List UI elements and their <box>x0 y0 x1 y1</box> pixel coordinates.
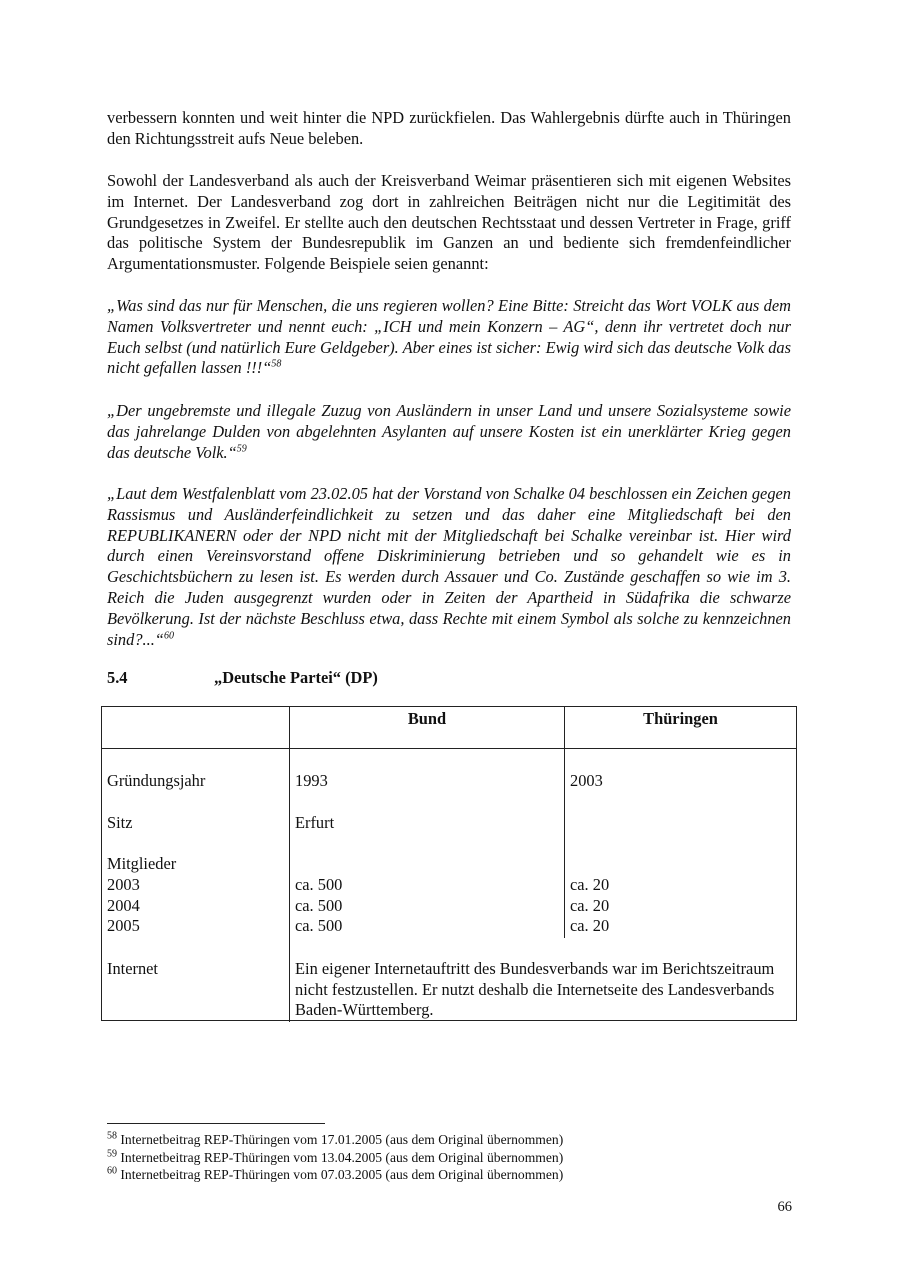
row-label-members: Mitglieder <box>107 854 177 873</box>
footnote-reference[interactable]: 59 <box>236 443 247 455</box>
table-column-divider <box>564 707 565 938</box>
footnote <box>107 1132 563 1149</box>
footnote-reference[interactable]: 60 <box>163 630 174 642</box>
footnote-number: 59 <box>107 1148 117 1160</box>
section-number: 5.4 <box>107 668 128 687</box>
cell-founding-year-bund: 1993 <box>295 771 328 790</box>
section-title: „Deutsche Partei“ (DP) <box>214 668 378 687</box>
footnote-text: Internetbeitrag REP-Thüringen vom 13.04.2005 (aus dem Original übernommen) <box>120 1150 564 1165</box>
cell-members-bund: ca. 500 <box>295 916 343 935</box>
table-header-bund: Bund <box>407 709 447 728</box>
cell-members-thueringen: ca. 20 <box>570 916 610 935</box>
row-label-founding-year: Gründungsjahr <box>107 771 206 790</box>
cell-members-bund: ca. 500 <box>295 896 343 915</box>
cell-members-bund: ca. 500 <box>295 875 343 894</box>
footnote-number: 60 <box>107 1165 117 1177</box>
table-header-divider <box>102 748 796 749</box>
cell-founding-year-thueringen: 2003 <box>570 771 603 790</box>
footnote <box>107 1150 563 1167</box>
cell-seat-bund: Erfurt <box>295 813 335 832</box>
quote-text: „Laut dem Westfalenblatt vom 23.02.05 hat der Vorstand von Schalke 04 beschlossen ein Zeichen gegen Rassismus und Ausländerfeindlichkeit zu setzen und das daher eine Mitgliedschaft bei den REPUBLIKANERN oder der NPD nicht mit der Mitgliedschaft bei Schalke vereinbar ist. Hier wird durch einen Vereinsvorstand offene Diskriminierung betrieben und so gehandelt wie es in Geschichtsbüchern zu lesen ist. Es werden durch Assauer und Co. Zustände geschaffen so wie im 3. Reich die Juden ausgegrenzt wurden oder in Zeiten der Apartheid in Südafrika die schwarze Bevölkerung. Ist der nächste Beschluss etwa, dass Rechte mit einem Symbol als solche zu kennzeichnen sind?...“ <box>107 484 791 649</box>
footnote-number: 58 <box>107 1130 117 1142</box>
quote-block <box>107 296 791 379</box>
body-paragraph: Sowohl der Landesverband als auch der Kreisverband Weimar präsentieren sich mit eigenen Websites im Internet. Der Landesverband zog dort in zahlreichen Beiträgen nicht nur die Legitimität des Grundgesetzes in Zweifel. Er stellte auch den deutschen Rechtsstaat und dessen Vertreter in Frage, griff das politische System der Bundesrepublik im Ganzen an und bediente sich fremdenfeindlicher Argumentationsmuster. Folgende Beispiele seien genannt: <box>107 171 791 274</box>
footnote-separator <box>107 1123 325 1124</box>
footnote-text: Internetbeitrag REP-Thüringen vom 17.01.2005 (aus dem Original übernommen) <box>120 1132 564 1147</box>
footnote <box>107 1167 563 1184</box>
cell-members-thueringen: ca. 20 <box>570 875 610 894</box>
body-paragraph: verbessern konnten und weit hinter die NPD zurückfielen. Das Wahlergebnis dürfte auch in Thüringen den Richtungsstreit aufs Neue beleben. <box>107 108 791 148</box>
quote-text: „Der ungebremste und illegale Zuzug von Ausländern in unser Land und unsere Sozialsysteme sowie das jahrelange Dulden von abgelehnten Asylanten auf unsere Kosten ist ein unerklärter Krieg gegen das deutsche Volk.“ <box>107 401 791 462</box>
cell-internet-note: Ein eigener Internetauftritt des Bundesverbands war im Berichtszeitraum nicht festzustellen. Er nutzt deshalb die Internetseite des Landesverbands Baden-Württemberg. <box>295 959 775 1020</box>
quote-block <box>107 401 791 463</box>
row-label-members-year: 2004 <box>107 896 140 915</box>
footnote-reference[interactable]: 58 <box>271 358 282 370</box>
row-label-members-year: 2005 <box>107 916 140 935</box>
table-header-thueringen: Thüringen <box>643 709 718 728</box>
page-number: 66 <box>777 1199 792 1215</box>
party-data-table <box>101 706 797 1021</box>
row-label-seat: Sitz <box>107 813 133 832</box>
row-label-members-year: 2003 <box>107 875 140 894</box>
row-label-internet: Internet <box>107 959 158 978</box>
footnote-text: Internetbeitrag REP-Thüringen vom 07.03.2005 (aus dem Original übernommen) <box>120 1167 564 1182</box>
quote-text: „Was sind das nur für Menschen, die uns regieren wollen? Eine Bitte: Streicht das Wort VOLK aus dem Namen Volksvertreter und nennt euch: „ICH und mein Konzern – AG“, denn ihr vertretet doch nur Euch selbst (und natürlich Eure Geldgeber). Aber eines ist sicher: Ewig wird sich das deutsche Volk das nicht gefallen lassen !!!“ <box>107 296 791 378</box>
table-column-divider <box>289 707 290 1022</box>
cell-members-thueringen: ca. 20 <box>570 896 610 915</box>
quote-block <box>107 484 791 650</box>
